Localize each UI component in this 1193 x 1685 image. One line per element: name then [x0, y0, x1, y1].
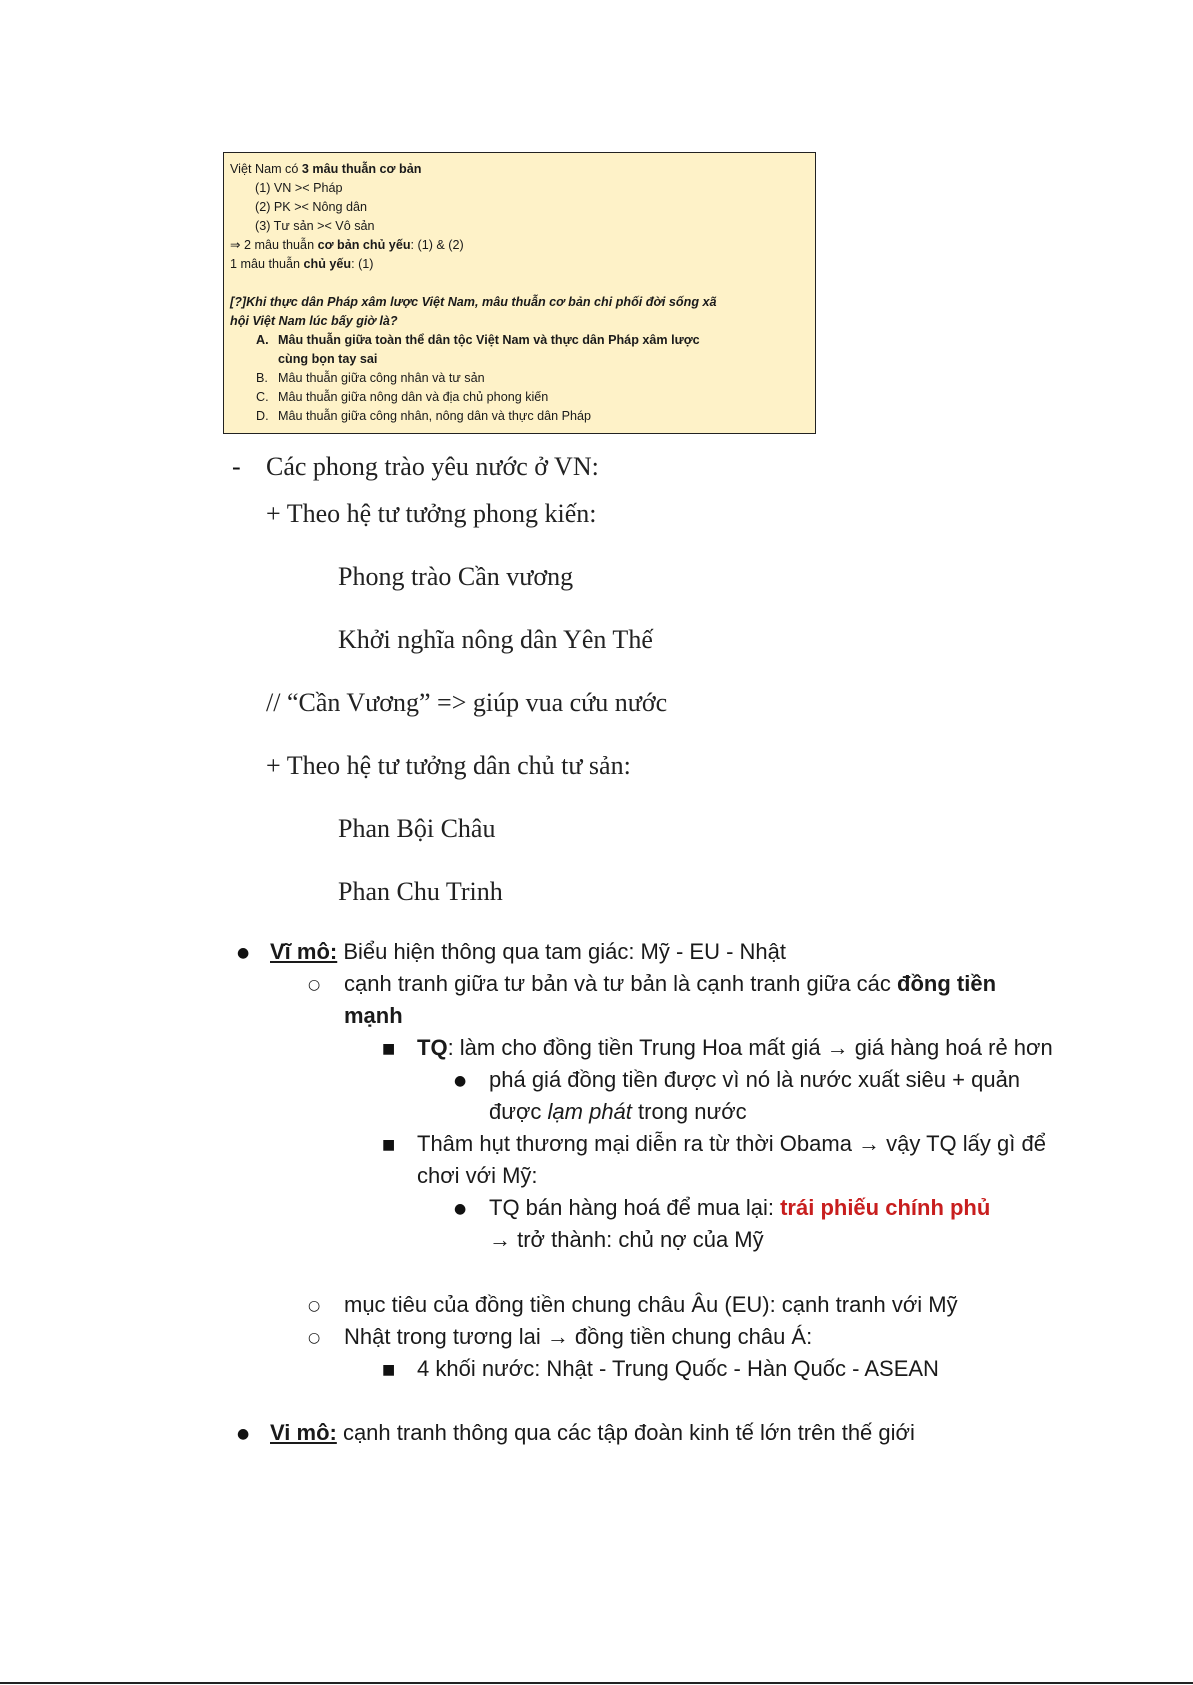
bold-text: TQ — [417, 1035, 448, 1060]
eu-line: mục tiêu của đồng tiền chung châu Âu (EU): cạnh tranh với Mỹ — [344, 1292, 958, 1317]
vimo2-label: Vi mô: — [270, 1420, 337, 1445]
text: 1 mâu thuẫn — [230, 257, 304, 271]
text: : (1) — [351, 257, 374, 271]
box-item-2: (2) PK >< Nông dân — [255, 200, 368, 214]
option-d — [230, 407, 807, 426]
competition-line-1 — [344, 968, 996, 1000]
option-key: B. — [256, 371, 268, 385]
bullet-dot-icon: ● — [237, 1426, 250, 1442]
option-text: Mâu thuẫn giữa nông dân và địa chủ phong kiến — [278, 390, 549, 404]
text: Việt Nam có — [230, 162, 302, 176]
bullet-dot-icon: ● — [237, 945, 250, 961]
deficit-line-2: chơi với Mỹ: — [417, 1163, 538, 1188]
page-bottom-rule — [0, 1682, 1193, 1684]
text: cạnh tranh thông qua các tập đoàn kinh tế lớn trên thế giới — [336, 1420, 915, 1445]
bonds-line-2: → trở thành: chủ nợ của Mỹ — [489, 1227, 764, 1252]
bold-text: cơ bản chủ yếu — [317, 238, 411, 252]
bold-text: đồng tiền — [897, 971, 997, 996]
option-key: D. — [256, 409, 269, 423]
summary-box — [223, 152, 816, 434]
bonds-line-1 — [489, 1192, 990, 1224]
notes-phan-chu-trinh: Phan Chu Trinh — [338, 877, 503, 906]
notes-comment: // “Cần Vương” => giúp vua cứu nước — [266, 688, 668, 717]
bold-text: 3 mâu thuẫn cơ bản — [301, 162, 422, 176]
option-text — [278, 331, 700, 369]
box-item-3: (3) Tư sản >< Vô sản — [255, 219, 375, 233]
bullet-square-icon: ■ — [382, 1137, 396, 1153]
text: : làm cho đồng tiền Trung Hoa mất giá → giá hàng hoá rẻ hơn — [447, 1035, 1053, 1060]
option-a — [230, 331, 807, 369]
bullet-square-icon: ■ — [382, 1041, 396, 1057]
box-item-1: (1) VN >< Pháp — [255, 181, 343, 195]
dash-marker: - — [232, 452, 241, 481]
box-line-6 — [230, 255, 807, 274]
option-text: Mâu thuẫn giữa công nhân và tư sản — [278, 371, 485, 385]
option-text-line: Mâu thuẫn giữa toàn thể dân tộc Việt Nam và thực dân Pháp xâm lược — [278, 333, 700, 347]
notes-phan-boi-chau: Phan Bội Châu — [338, 814, 496, 843]
vimo-label: Vĩ mô: — [270, 939, 338, 964]
option-b — [230, 369, 807, 388]
notes-heading: Các phong trào yêu nước ở VN: — [266, 452, 599, 481]
box-line-5 — [230, 236, 807, 255]
highlight-text: trái phiếu chính phủ — [780, 1195, 991, 1220]
bullet-circle-icon: ○ — [308, 1298, 321, 1314]
option-text: Mâu thuẫn giữa công nhân, nông dân và thực dân Pháp — [278, 409, 592, 423]
bold-text: chủ yếu — [303, 257, 352, 271]
text: trong nước — [631, 1099, 747, 1124]
japan-line: Nhật trong tương lai → đồng tiền chung châu Á: — [344, 1324, 813, 1349]
bullet-circle-icon: ○ — [308, 1330, 321, 1346]
option-key: C. — [256, 390, 269, 404]
option-key: A. — [256, 333, 269, 347]
bullet-dot-icon: ● — [454, 1201, 467, 1217]
box-line-1 — [230, 160, 807, 179]
competition-line-2: mạnh — [344, 1003, 403, 1028]
bullet-dot-icon: ● — [454, 1073, 467, 1089]
devalue-line-1: phá giá đồng tiền được vì nó là nước xuất siêu + quản — [489, 1067, 1021, 1092]
text: được — [489, 1099, 548, 1124]
vimo-line — [270, 936, 786, 968]
bullet-circle-icon: ○ — [308, 977, 321, 993]
notes-bourgeois: + Theo hệ tư tưởng dân chủ tư sản: — [266, 751, 631, 780]
question-line-1: [?]Khi thực dân Pháp xâm lược Việt Nam, mâu thuẫn cơ bản chi phối đời sống xã — [230, 295, 717, 309]
text: : (1) & (2) — [410, 238, 464, 252]
italic-text: lạm phát — [547, 1099, 632, 1124]
blocks-line: 4 khối nước: Nhật - Trung Quốc - Hàn Quốc - ASEAN — [417, 1356, 939, 1381]
text: ⇒ 2 mâu thuẫn — [230, 238, 318, 252]
deficit-line-1: Thâm hụt thương mại diễn ra từ thời Obama → vậy TQ lấy gì để — [417, 1131, 1046, 1156]
notes-can-vuong: Phong trào Cần vương — [338, 562, 574, 591]
devalue-line-2 — [489, 1096, 747, 1128]
text: Biểu hiện thông qua tam giác: Mỹ - EU - Nhật — [337, 939, 787, 964]
tq-line — [417, 1032, 1053, 1064]
notes-feudal: + Theo hệ tư tưởng phong kiến: — [266, 499, 597, 528]
question-line-2: hội Việt Nam lúc bấy giờ là? — [230, 314, 398, 328]
option-text-line: cùng bọn tay sai — [278, 352, 378, 366]
option-c — [230, 388, 807, 407]
vimo2-line — [270, 1417, 915, 1449]
text: cạnh tranh giữa tư bản và tư bản là cạnh tranh giữa các — [344, 971, 898, 996]
bullet-square-icon: ■ — [382, 1362, 396, 1378]
text: TQ bán hàng hoá để mua lại: — [489, 1195, 781, 1220]
notes-yen-the: Khởi nghĩa nông dân Yên Thế — [338, 625, 653, 654]
